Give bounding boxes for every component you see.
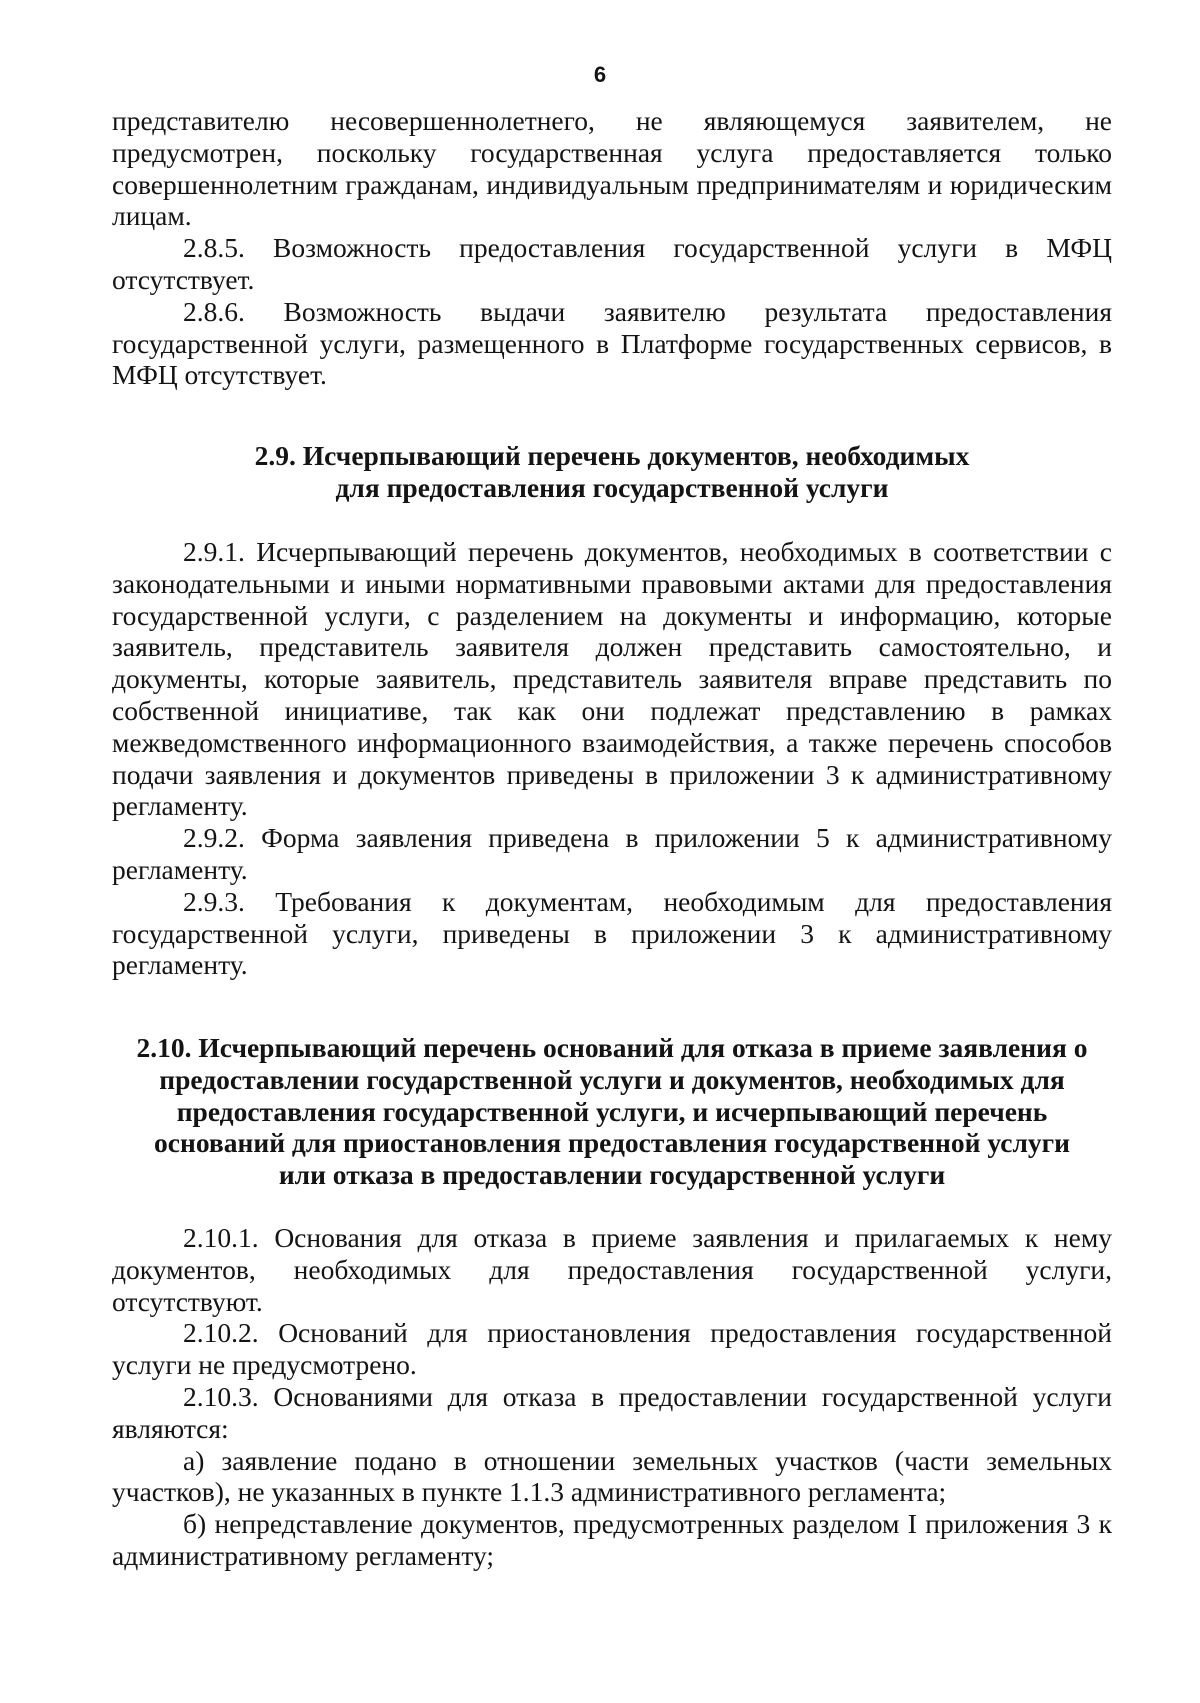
paragraph-group-2-8 <box>112 105 1112 391</box>
heading-line: оснований для приостановления предоставления государственной услуги <box>154 1127 1070 1159</box>
list-item-b: б) непредставление документов, предусмотренных разделом I приложения 3 к административному регламенту; <box>112 1508 1112 1571</box>
paragraph-group-2-9 <box>112 536 1112 981</box>
paragraph-continuation: представителю несовершеннолетнего, не являющемуся заявителем, не предусмотрен, поскольку государственная услуга предоставляется только совершеннолетним гражданам, индивидуальным предпринимателям и юридическим лицам. <box>112 105 1112 232</box>
paragraph-2-9-2: 2.9.2. Форма заявления приведена в приложении 5 к административному регламенту. <box>112 822 1112 885</box>
paragraph-2-10-3: 2.10.3. Основаниями для отказа в предоставлении государственной услуги являются: <box>112 1380 1112 1444</box>
heading-line: или отказа в предоставлении государственной услуги <box>278 1159 946 1191</box>
heading-line: 2.10. Исчерпывающий перечень оснований для отказа в приеме заявления о <box>136 1032 1088 1063</box>
list-item-a: а) заявление подано в отношении земельных участков (части земельных участков), не указанных в пункте 1.1.3 административного регламента; <box>112 1444 1112 1508</box>
heading-line: предоставления государственной услуги, и исчерпывающий перечень <box>176 1095 1048 1127</box>
paragraph-2-9-3: 2.9.3. Требования к документам, необходимым для предоставления государственной услуги, приведены в приложении 3 к административному регламенту. <box>112 885 1112 981</box>
heading-line: предоставлении государственной услуги и документов, необходимых для <box>159 1063 1065 1095</box>
paragraph-2-9-1: 2.9.1. Исчерпывающий перечень документов, необходимых в соответствии с законодательными и иными нормативными правовыми актами для предоставления государственной услуги, с разделением на документы и информацию, которые заявитель, представитель заявителя должен представить самостоятельно, и документы, которые заявитель, представитель заявителя вправе представить по собственной инициативе, так как они подлежат представлению в рамках межведомственного информационного взаимодействия, а также перечень способов подачи заявления и документов приведены в приложении 3 к административному регламенту. <box>112 536 1112 822</box>
heading-line: для предоставления государственной услуги <box>335 471 889 503</box>
paragraph-2-10-1: 2.10.1. Основания для отказа в приеме заявления и прилагаемых к нему документов, необходимых для предоставления государственной услуги, отсутствуют. <box>112 1222 1112 1317</box>
paragraph-group-2-10 <box>112 1222 1112 1572</box>
section-heading-2-10 <box>112 1032 1112 1191</box>
page-number: 6 <box>593 62 607 87</box>
heading-line: 2.9. Исчерпывающий перечень документов, необходимых <box>254 440 970 471</box>
paragraph-2-8-6: 2.8.6. Возможность выдачи заявителю результата предоставления государственной услуги, размещенного в Платформе государственных сервисов, в МФЦ отсутствует. <box>112 295 1112 391</box>
paragraph-2-10-2: 2.10.2. Оснований для приостановления предоставления государственной услуги не предусмотрено. <box>112 1317 1112 1381</box>
section-heading-2-9 <box>112 440 1112 504</box>
paragraph-2-8-5: 2.8.5. Возможность предоставления государственной услуги в МФЦ отсутствует. <box>112 232 1112 295</box>
